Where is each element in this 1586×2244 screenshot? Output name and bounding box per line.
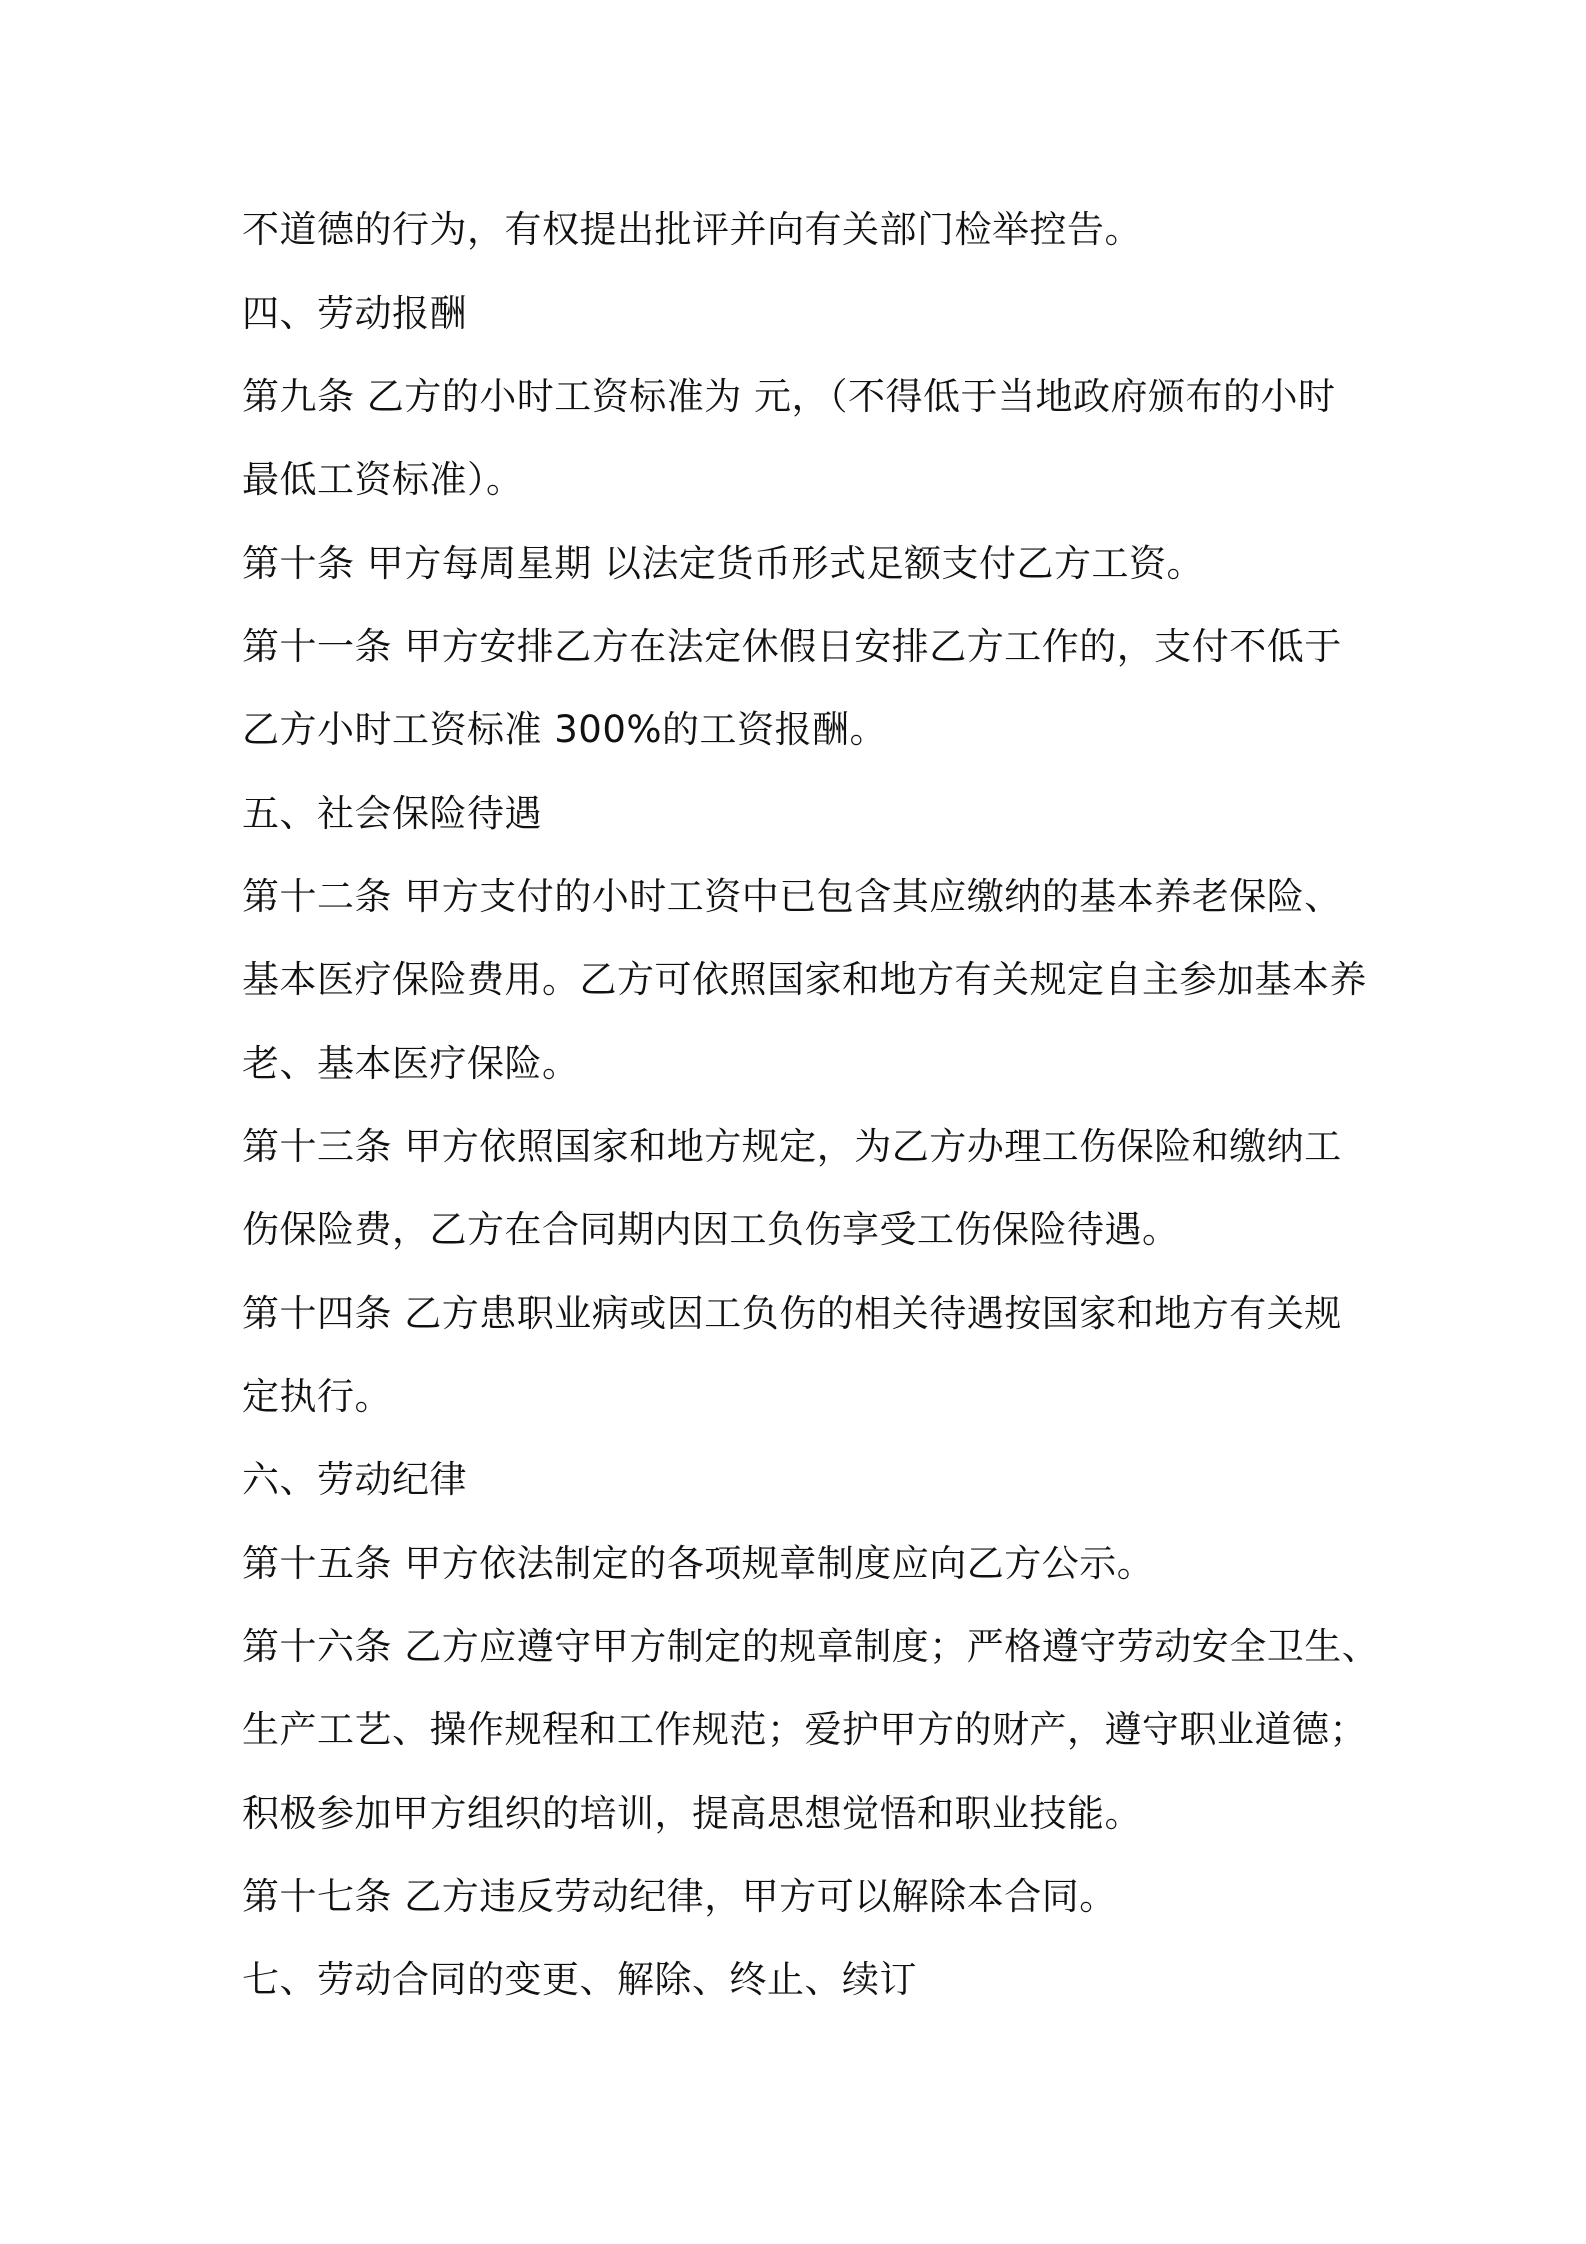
text-line: 基本医疗保险费用。乙方可依照国家和地方有关规定自主参加基本养 xyxy=(242,958,1367,1001)
text-line: 第十二条 甲方支付的小时工资中已包含其应缴纳的基本养老保险、 xyxy=(242,875,1342,918)
text-line: 生产工艺、操作规程和工作规范；爱护甲方的财产，遵守职业道德； xyxy=(242,1708,1367,1751)
text-line: 第十条 甲方每周星期 以法定货币形式足额支付乙方工资。 xyxy=(242,542,1205,585)
text-line: 老、基本医疗保险。 xyxy=(242,1042,580,1085)
text-line: 乙方小时工资标准 300%的工资报酬。 xyxy=(242,708,888,751)
text-line: 不道德的行为，有权提出批评并向有关部门检举控告。 xyxy=(242,208,1142,251)
text-line: 最低工资标准）。 xyxy=(242,458,524,501)
text-line: 伤保险费，乙方在合同期内因工负伤享受工伤保险待遇。 xyxy=(242,1208,1180,1251)
text-line: 第十三条 甲方依照国家和地方规定，为乙方办理工伤保险和缴纳工 xyxy=(242,1125,1342,1168)
section-heading: 七、劳动合同的变更、解除、终止、续订 xyxy=(242,1958,917,2001)
text-line: 第十五条 甲方依法制定的各项规章制度应向乙方公示。 xyxy=(242,1542,1155,1585)
text-line: 第十六条 乙方应遵守甲方制定的规章制度；严格遵守劳动安全卫生、 xyxy=(242,1625,1380,1668)
section-heading: 四、劳动报酬 xyxy=(242,292,467,335)
text-line: 第九条 乙方的小时工资标准为 元，（不得低于当地政府颁布的小时 xyxy=(242,375,1336,418)
text-line: 定执行。 xyxy=(242,1375,392,1418)
text-line: 第十七条 乙方违反劳动纪律，甲方可以解除本合同。 xyxy=(242,1875,1117,1918)
text-line: 第十一条 甲方安排乙方在法定休假日安排乙方工作的，支付不低于 xyxy=(242,625,1342,668)
section-heading: 六、劳动纪律 xyxy=(242,1458,467,1501)
text-line: 第十四条 乙方患职业病或因工负伤的相关待遇按国家和地方有关规 xyxy=(242,1292,1342,1335)
text-line: 积极参加甲方组织的培训，提高思想觉悟和职业技能。 xyxy=(242,1792,1142,1835)
section-heading: 五、社会保险待遇 xyxy=(242,792,542,835)
